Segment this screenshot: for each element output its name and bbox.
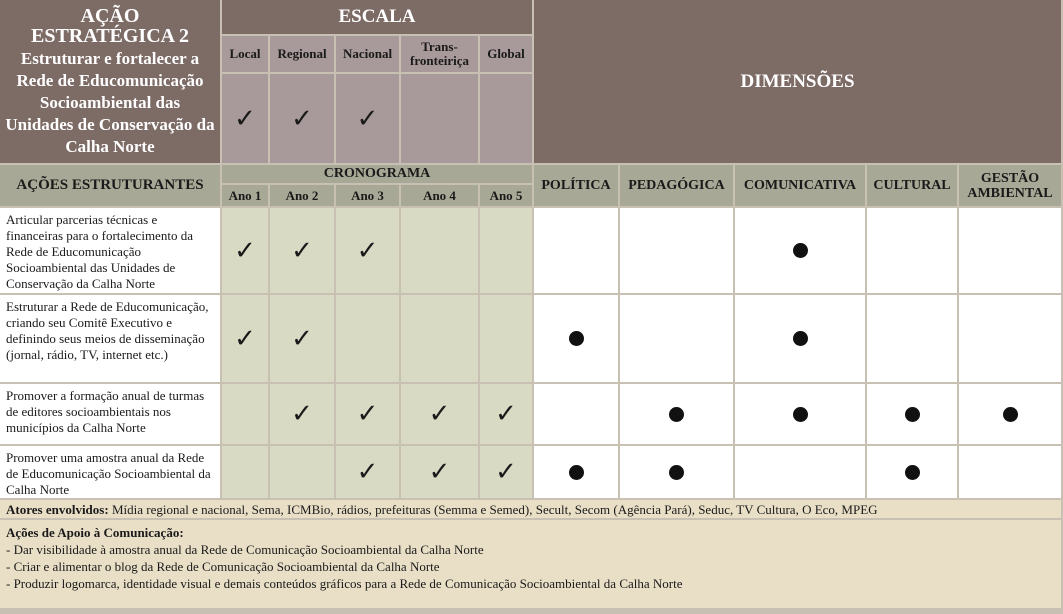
filled-circle-icon <box>1003 407 1018 422</box>
dimension-cell-3-0 <box>534 446 618 498</box>
dimension-label: PEDAGÓGICA <box>628 178 725 193</box>
acoes-heading-text: AÇÕES ESTRUTURANTES <box>16 177 204 193</box>
escala-column-label: Regional <box>277 46 327 61</box>
escala-column-3 <box>401 36 478 72</box>
dimension-cell-2-0 <box>534 384 618 444</box>
acoes-estruturantes-heading <box>0 165 220 206</box>
year-cell-1-2 <box>336 295 399 382</box>
dimension-cell-0-0 <box>534 208 618 293</box>
year-cell-1-1 <box>270 295 334 382</box>
year-label: Ano 1 <box>228 187 262 203</box>
filled-circle-icon <box>905 465 920 480</box>
check-mark-icon: ✓ <box>428 399 451 429</box>
year-cell-3-4 <box>480 446 532 498</box>
escala-column-label: Trans- fronteiriça <box>410 39 469 68</box>
dimension-header-4 <box>959 165 1061 206</box>
check-mark-icon: ✓ <box>291 399 313 429</box>
dimension-cell-2-4 <box>959 384 1061 444</box>
escala-check-cell-3 <box>401 74 478 163</box>
filled-circle-icon <box>793 331 808 346</box>
escala-check-cell-1 <box>270 74 334 163</box>
escala-column-label: Global <box>487 46 525 61</box>
cronograma-year-0 <box>222 185 268 206</box>
year-cell-3-1 <box>270 446 334 498</box>
check-mark-icon: ✓ <box>356 103 379 134</box>
dimension-cell-1-4 <box>959 295 1061 382</box>
dimension-cell-3-3 <box>867 446 957 498</box>
year-cell-1-3 <box>401 295 478 382</box>
task-text: Promover uma amostra anual da Rede de Educomunicação Socioambiental da Calha Norte <box>6 450 211 497</box>
dimensoes-heading-text: DIMENSÕES <box>740 70 855 92</box>
apoio-item-2: - Produzir logomarca, identidade visual e demais conteúdos gráficos para a Rede de Comunicação Socioambiental da Calha Norte <box>6 576 683 591</box>
filled-circle-icon <box>793 407 808 422</box>
dimension-cell-2-3 <box>867 384 957 444</box>
escala-column-2 <box>336 36 399 72</box>
check-mark-icon: ✓ <box>356 399 379 429</box>
apoio-item-1: - Criar e alimentar o blog da Rede de Comunicação Socioambiental da Calha Norte <box>6 559 440 574</box>
dimension-cell-2-2 <box>735 384 865 444</box>
escala-column-0 <box>222 36 268 72</box>
cronograma-year-1 <box>270 185 334 206</box>
atores-envolvidos-row <box>0 500 1061 518</box>
task-cell-3 <box>0 446 220 498</box>
escala-heading-text: ESCALA <box>338 6 416 27</box>
task-text: Articular parcerias técnicas e financeiras para o fortalecimento da Rede de Educomunicação Socioambiental das Unidades de Conservação da Calha Norte <box>6 212 193 291</box>
year-cell-1-0 <box>222 295 268 382</box>
escala-column-label: Local <box>229 46 261 61</box>
dimension-cell-0-1 <box>620 208 733 293</box>
escala-heading <box>222 0 532 34</box>
filled-circle-icon <box>669 465 684 480</box>
cronograma-year-4 <box>480 185 532 206</box>
escala-column-1 <box>270 36 334 72</box>
acoes-apoio-block <box>0 520 1061 608</box>
task-text: Estruturar a Rede de Educomunicação, criando seu Comitê Executivo e definindo seus meios de disseminação (jornal, rádio, TV, internet etc.) <box>6 299 209 362</box>
year-cell-0-0 <box>222 208 268 293</box>
year-label: Ano 2 <box>285 187 319 203</box>
dimension-cell-3-1 <box>620 446 733 498</box>
cronograma-year-2 <box>336 185 399 206</box>
atores-label: Atores envolvidos: <box>6 502 109 517</box>
filled-circle-icon <box>569 465 584 480</box>
apoio-item-0: - Dar visibilidade à amostra anual da Rede de Comunicação Socioambiental da Calha Norte <box>6 542 484 557</box>
atores-text: Mídia regional e nacional, Sema, ICMBio, rádios, prefeituras (Semma e Semed), Secult, Secom (Agência Pará), Seduc, TV Cultura, O Eco, MPEG <box>111 502 878 517</box>
escala-check-cell-0 <box>222 74 268 163</box>
escala-column-4 <box>480 36 532 72</box>
year-cell-0-4 <box>480 208 532 293</box>
dimension-cell-1-1 <box>620 295 733 382</box>
filled-circle-icon <box>669 407 684 422</box>
dimensoes-heading <box>534 0 1061 163</box>
dimension-cell-2-1 <box>620 384 733 444</box>
dimension-header-0 <box>534 165 618 206</box>
dimension-cell-1-2 <box>735 295 865 382</box>
year-cell-2-3 <box>401 384 478 444</box>
year-cell-3-2 <box>336 446 399 498</box>
task-cell-1 <box>0 295 220 382</box>
escala-column-label: Nacional <box>342 46 393 61</box>
dimension-label: POLÍTICA <box>541 178 611 193</box>
filled-circle-icon <box>569 331 584 346</box>
action-title-block <box>0 0 220 163</box>
year-cell-3-0 <box>222 446 268 498</box>
check-mark-icon: ✓ <box>234 235 256 266</box>
action-title-body: Estruturar e fortalecer a Rede de Educomunicação Socioambiental das Unidades de Conservação da Calha Norte <box>5 49 215 156</box>
year-label: Ano 5 <box>489 187 523 203</box>
check-mark-icon: ✓ <box>291 235 313 266</box>
check-mark-icon: ✓ <box>234 103 256 134</box>
dimension-header-3 <box>867 165 957 206</box>
apoio-label: Ações de Apoio à Comunicação: <box>6 525 184 540</box>
dimension-cell-0-2 <box>735 208 865 293</box>
task-cell-0 <box>0 208 220 293</box>
task-text: Promover a formação anual de turmas de editores socioambientais nos municípios da Calha Norte <box>6 388 205 435</box>
year-cell-1-4 <box>480 295 532 382</box>
check-mark-icon: ✓ <box>428 457 451 487</box>
dimension-label: GESTÃO AMBIENTAL <box>967 170 1053 201</box>
check-mark-icon: ✓ <box>234 323 256 354</box>
year-cell-2-0 <box>222 384 268 444</box>
year-cell-0-3 <box>401 208 478 293</box>
dimension-cell-1-0 <box>534 295 618 382</box>
year-cell-2-1 <box>270 384 334 444</box>
year-cell-0-2 <box>336 208 399 293</box>
task-cell-2 <box>0 384 220 444</box>
cronograma-heading <box>222 165 532 183</box>
dimension-cell-1-3 <box>867 295 957 382</box>
escala-check-cell-4 <box>480 74 532 163</box>
dimension-header-1 <box>620 165 733 206</box>
cronograma-year-3 <box>401 185 478 206</box>
year-cell-0-1 <box>270 208 334 293</box>
year-cell-2-4 <box>480 384 532 444</box>
filled-circle-icon <box>905 407 920 422</box>
dimension-cell-0-4 <box>959 208 1061 293</box>
check-mark-icon: ✓ <box>356 457 379 487</box>
dimension-header-2 <box>735 165 865 206</box>
year-cell-3-3 <box>401 446 478 498</box>
dimension-label: COMUNICATIVA <box>743 178 857 193</box>
action-title-line2: ESTRATÉGICA 2 <box>30 25 189 47</box>
filled-circle-icon <box>793 243 808 258</box>
dimension-cell-3-4 <box>959 446 1061 498</box>
check-mark-icon: ✓ <box>495 399 517 429</box>
dimension-label: CULTURAL <box>873 178 951 193</box>
check-mark-icon: ✓ <box>495 457 517 487</box>
year-label: Ano 4 <box>423 187 456 203</box>
year-cell-2-2 <box>336 384 399 444</box>
dimension-cell-0-3 <box>867 208 957 293</box>
cronograma-heading-text: CRONOGRAMA <box>323 166 431 181</box>
year-label: Ano 3 <box>351 187 384 203</box>
check-mark-icon: ✓ <box>356 235 379 266</box>
action-title-line1: AÇÃO <box>80 5 140 27</box>
check-mark-icon: ✓ <box>291 323 313 354</box>
escala-check-cell-2 <box>336 74 399 163</box>
check-mark-icon: ✓ <box>291 103 313 134</box>
dimension-cell-3-2 <box>735 446 865 498</box>
